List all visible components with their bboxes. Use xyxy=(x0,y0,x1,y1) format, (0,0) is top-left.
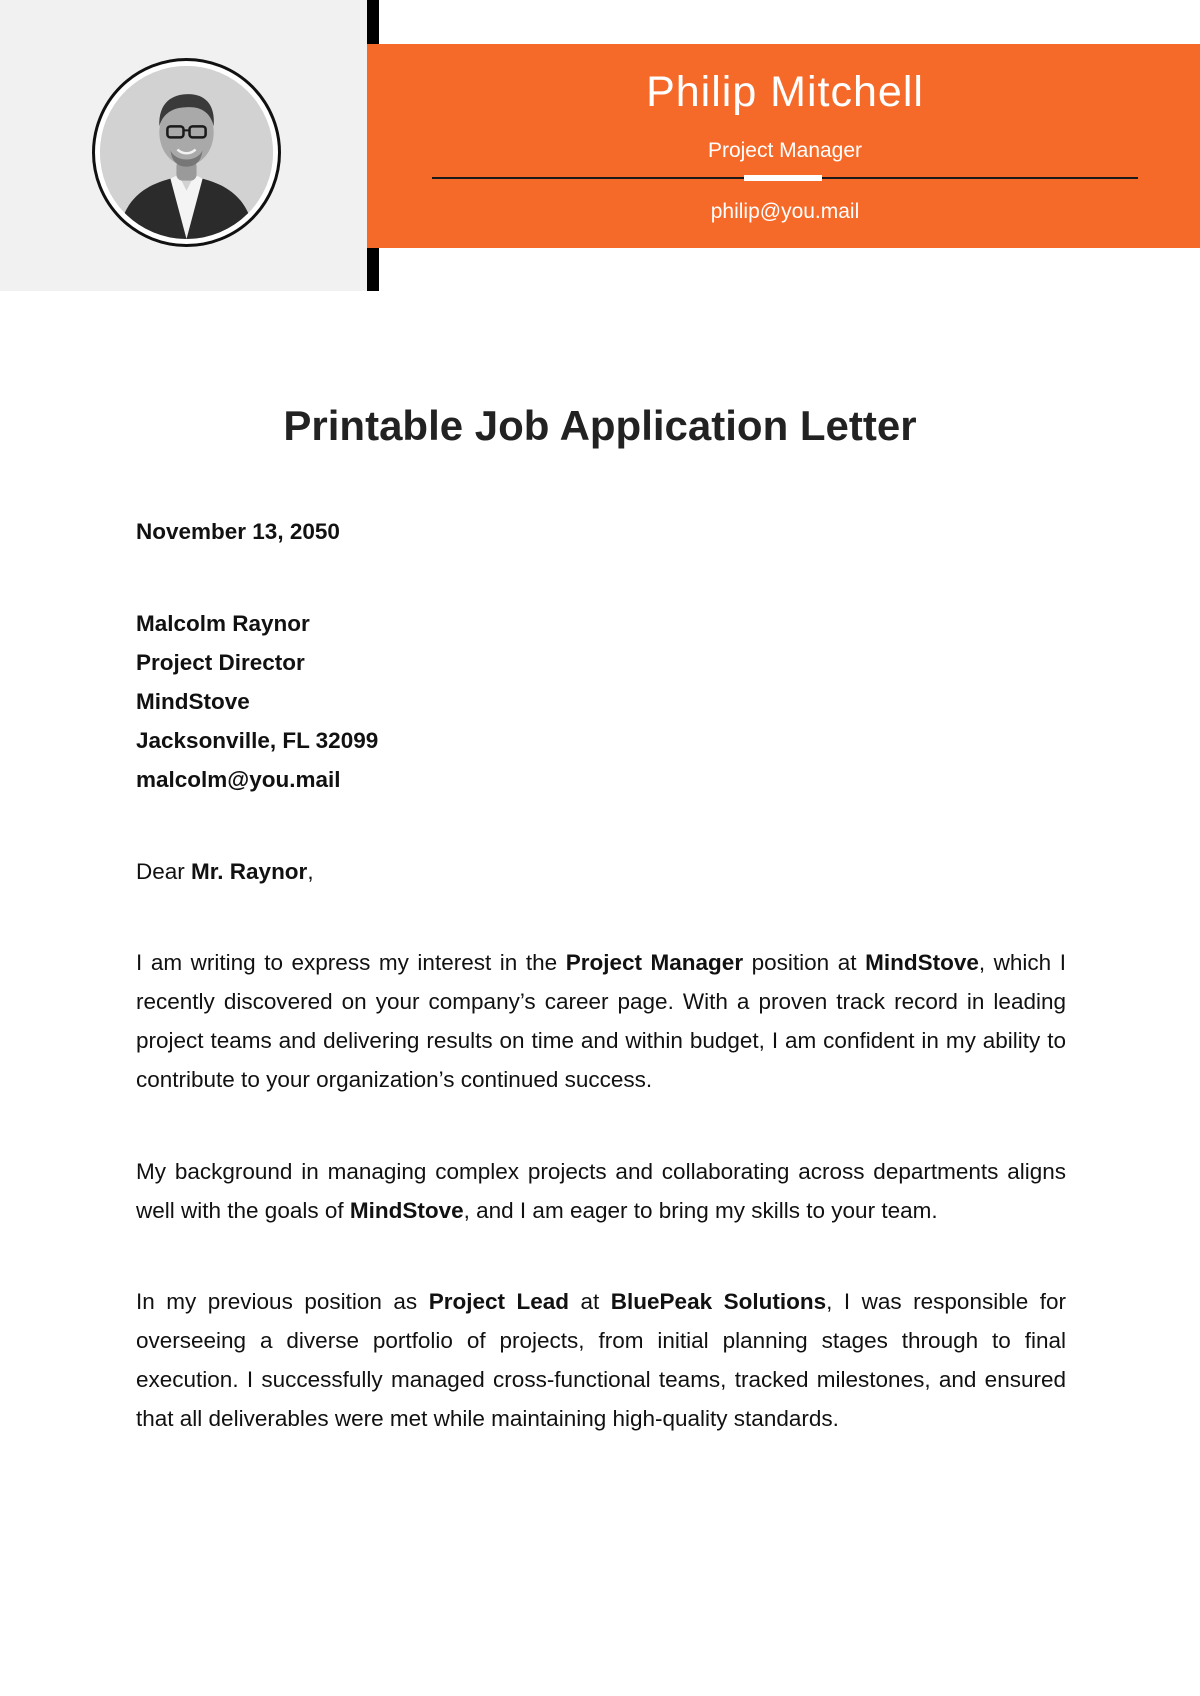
previous-position: Project Lead xyxy=(428,1289,569,1314)
previous-company: BluePeak Solutions xyxy=(610,1289,827,1314)
salutation-prefix: Dear xyxy=(136,859,192,884)
profile-photo xyxy=(100,66,273,239)
recipient-email[interactable]: malcolm@you.mail xyxy=(136,767,341,792)
paragraph-text: at xyxy=(569,1289,611,1314)
salutation-suffix: , xyxy=(307,859,314,884)
header-band xyxy=(367,44,1200,248)
position-name: Project Manager xyxy=(565,950,744,975)
letter-date: November 13, 2050 xyxy=(136,519,340,544)
document-title: Printable Job Application Letter xyxy=(283,402,917,449)
profile-photo-frame xyxy=(92,58,281,247)
applicant-email[interactable]: philip@you.mail xyxy=(710,200,860,223)
salutation xyxy=(136,852,1066,891)
salutation-name: Mr. Raynor xyxy=(191,859,308,884)
paragraph-text: , and I am eager to bring my skills to your team. xyxy=(463,1198,938,1223)
header-rule-accent xyxy=(744,175,822,181)
paragraph-text: I am writing to express my interest in the xyxy=(136,950,566,975)
company-name: MindStove xyxy=(349,1198,464,1223)
paragraph-text: In my previous position as xyxy=(136,1289,429,1314)
recipient-company: MindStove xyxy=(136,689,250,714)
body-paragraph-3 xyxy=(136,1282,1066,1438)
applicant-job-title: Project Manager xyxy=(707,139,863,162)
portrait-photo-icon xyxy=(100,66,273,239)
recipient-block xyxy=(136,604,1066,799)
applicant-name: Philip Mitchell xyxy=(646,68,924,116)
recipient-name: Malcolm Raynor xyxy=(136,611,310,636)
paragraph-text: My background in managing complex projects and collaborating across departments aligns well with the goals of xyxy=(136,1159,1066,1223)
body-paragraph-2 xyxy=(136,1152,1066,1230)
body-paragraph-1 xyxy=(136,943,1066,1099)
paragraph-text: , which I recently discovered on your company’s career page. With a proven track record in leading project teams and delivering results on time and within budget, I am confident in my ability to contribute to your organization’s continued success. xyxy=(136,950,1067,1092)
recipient-address: Jacksonville, FL 32099 xyxy=(136,728,379,753)
paragraph-text: , I was responsible for overseeing a diverse portfolio of projects, from initial planning stages through to final execution. I successfully managed cross-functional teams, tracked milestones, and ensured that all deliverables were met while maintaining high-quality standards. xyxy=(136,1289,1066,1431)
header-content xyxy=(432,44,1138,248)
recipient-title: Project Director xyxy=(136,650,305,675)
paragraph-text: position at xyxy=(743,950,866,975)
company-name: MindStove xyxy=(865,950,979,975)
photo-panel xyxy=(0,0,367,291)
